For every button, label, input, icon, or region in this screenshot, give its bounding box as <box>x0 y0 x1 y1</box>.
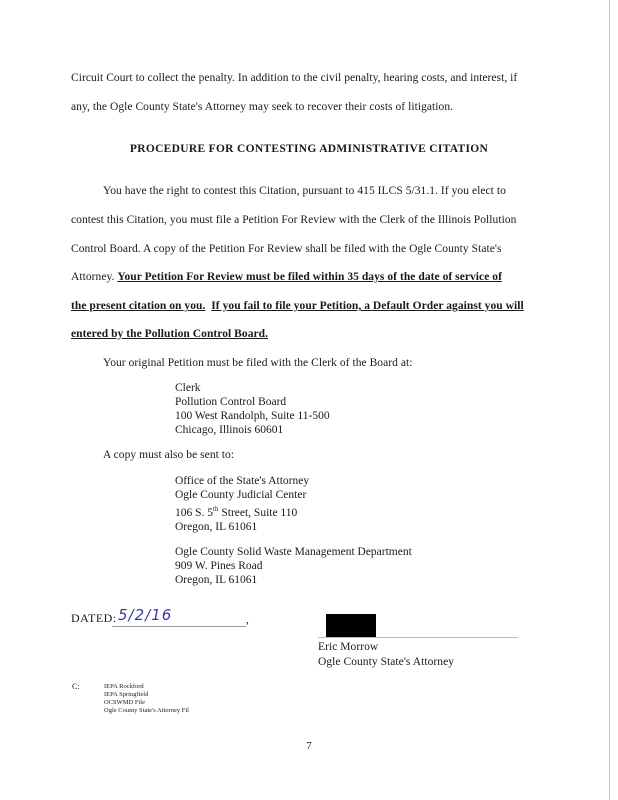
attorney-address-line: Office of the State's Attorney <box>175 475 310 487</box>
clerk-address-line: Pollution Control Board <box>175 396 287 408</box>
attorney-address-line: Ogle County Judicial Center <box>175 489 307 501</box>
handwritten-date: 5/2/16 <box>118 606 173 624</box>
attorney-address-line <box>175 502 309 520</box>
signer-title: Ogle County State's Attorney <box>318 656 455 668</box>
deadline-warning-text: Your Petition For Review must be filed within 35 days of the date of service of <box>117 271 502 283</box>
cc-list-item: IEPA Rockford <box>104 683 144 690</box>
clerk-address-line: Chicago, Illinois 60601 <box>175 424 284 436</box>
cc-list-item: Ogle County State's Attorney Fil <box>104 707 189 714</box>
procedure-line-6 <box>71 328 268 340</box>
attorney-address-line: Oregon, IL 61061 <box>175 520 258 533</box>
page-number: 7 <box>306 740 312 752</box>
procedure-line-1: You have the right to contest this Citation, pursuant to 415 ILCS 5/31.1. If you elect to <box>103 185 506 197</box>
ordinal-suffix: th <box>213 505 219 513</box>
street-number: 106 S. 5 <box>175 506 214 519</box>
cc-list <box>104 683 189 715</box>
procedure-line-4 <box>71 271 502 283</box>
clerk-address-line: Clerk <box>175 382 201 394</box>
date-underline <box>112 626 246 627</box>
procedure-line-2: contest this Citation, you must file a Petition For Review with the Clerk of the Illinois Pollution <box>71 214 517 226</box>
signer-name: Eric Morrow <box>318 641 379 653</box>
dated-label: DATED: <box>71 611 117 625</box>
dated-comma: , <box>246 614 249 626</box>
cc-label: C: <box>72 682 80 691</box>
signature-line <box>318 637 518 638</box>
deadline-warning-text-2: the present citation on you. <box>71 300 206 312</box>
copy-sent-text: A copy must also be sent to: <box>103 449 235 461</box>
procedure-line-3: Control Board. A copy of the Petition For Review shall be filed with the Ogle County State's <box>71 243 502 255</box>
waste-address-line: Ogle County Solid Waste Management Department <box>175 546 412 558</box>
page-edge-divider <box>609 0 610 800</box>
default-order-warning: If you fail to file your Petition, a Default Order against you will <box>211 300 524 312</box>
street-rest: Street, Suite 110 <box>218 506 298 519</box>
intro-line-2: any, the Ogle County State's Attorney may seek to recover their costs of litigation. <box>71 101 454 113</box>
procedure-line-4-prefix: Attorney. <box>71 271 118 283</box>
intro-line-1: Circuit Court to collect the penalty. In addition to the civil penalty, hearing costs, and interest, if <box>71 72 518 84</box>
cc-list-item: IEPA Springfield <box>104 691 149 698</box>
redacted-signature <box>326 614 376 638</box>
waste-address-line: Oregon, IL 61061 <box>175 574 258 586</box>
cc-list-item: OCSWMD File <box>104 699 145 706</box>
default-order-warning-2: entered by the Pollution Control Board. <box>71 328 269 340</box>
section-heading: PROCEDURE FOR CONTESTING ADMINISTRATIVE CITATION <box>129 143 489 155</box>
waste-dept-address-block <box>175 545 412 587</box>
clerk-address-line: 100 West Randolph, Suite 11-500 <box>175 410 330 422</box>
procedure-line-5 <box>71 300 524 312</box>
attorney-address-block <box>175 474 309 534</box>
original-petition-text: Your original Petition must be filed with the Clerk of the Board at: <box>103 357 413 369</box>
clerk-address-block <box>175 381 330 437</box>
waste-address-line: 909 W. Pines Road <box>175 560 263 572</box>
